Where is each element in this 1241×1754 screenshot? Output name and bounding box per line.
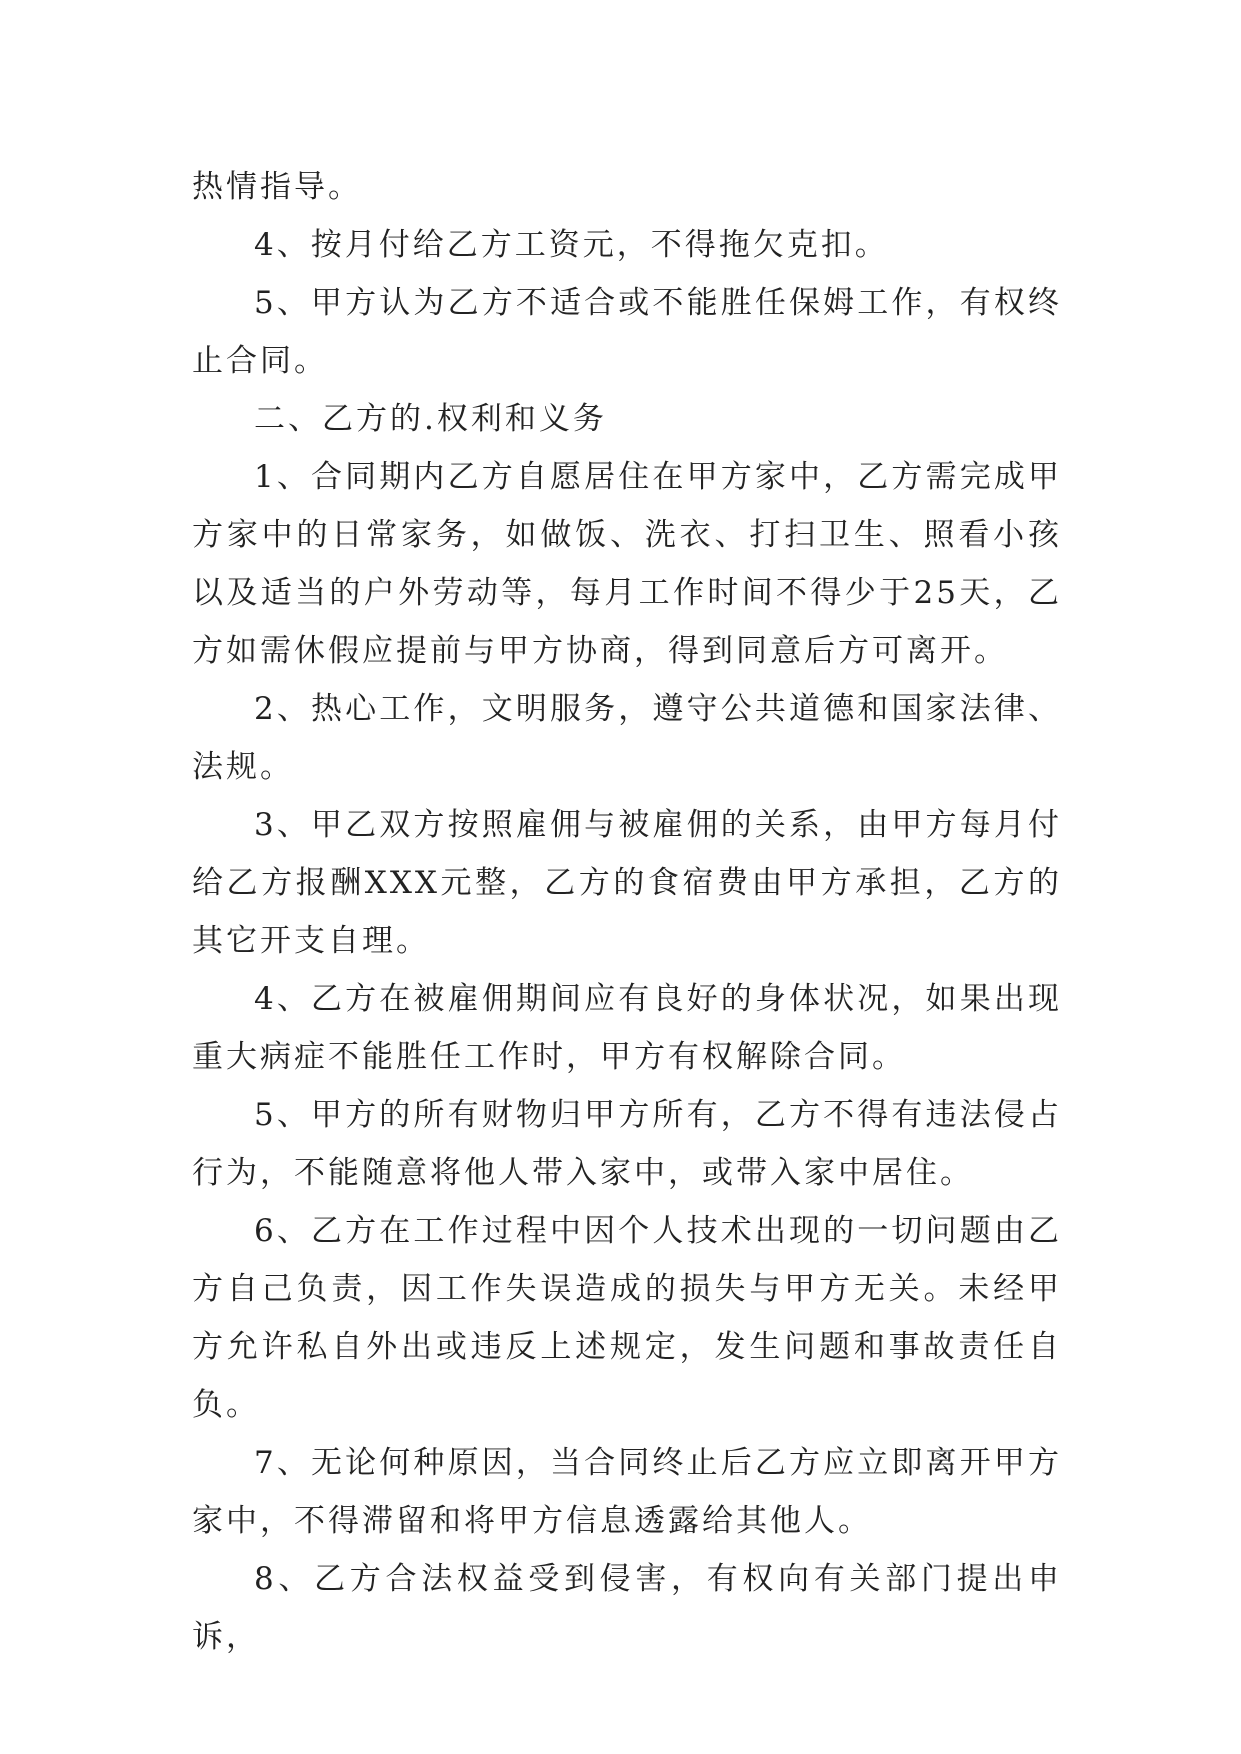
paragraph: 5、甲方的所有财物归甲方所有，乙方不得有违法侵占行为，不能随意将他人带入家中，或带入家中居住。 xyxy=(192,1097,1062,1191)
paragraph: 7、无论何种原因，当合同终止后乙方应立即离开甲方家中，不得滞留和将甲方信息透露给其他人。 xyxy=(192,1445,1062,1539)
paragraph: 5、甲方认为乙方不适合或不能胜任保姆工作，有权终止合同。 xyxy=(192,285,1062,379)
paragraph: 1、合同期内乙方自愿居住在甲方家中，乙方需完成甲方家中的日常家务，如做饭、洗衣、打扫卫生、照看小孩以及适当的户外劳动等，每月工作时间不得少于25天，乙方如需休假应提前与甲方协商，得到同意后方可离开。 xyxy=(192,459,1062,669)
document-body xyxy=(192,158,1062,1666)
paragraph: 8、乙方合法权益受到侵害，有权向有关部门提出申诉， xyxy=(192,1561,1062,1655)
paragraph: 2、热心工作，文明服务，遵守公共道德和国家法律、法规。 xyxy=(192,691,1062,785)
paragraph: 4、按月付给乙方工资元，不得拖欠克扣。 xyxy=(254,227,889,263)
paragraph: 3、甲乙双方按照雇佣与被雇佣的关系，由甲方每月付给乙方报酬XXX元整，乙方的食宿费由甲方承担，乙方的其它开支自理。 xyxy=(192,807,1062,959)
paragraph: 热情指导。 xyxy=(192,169,362,205)
paragraph: 4、乙方在被雇佣期间应有良好的身体状况，如果出现重大病症不能胜任工作时，甲方有权解除合同。 xyxy=(192,981,1062,1075)
paragraph: 6、乙方在工作过程中因个人技术出现的一切问题由乙方自己负责，因工作失误造成的损失与甲方无关。未经甲方允许私自外出或违反上述规定，发生问题和事故责任自负。 xyxy=(192,1213,1062,1423)
section-heading: 二、乙方的.权利和义务 xyxy=(254,401,607,437)
